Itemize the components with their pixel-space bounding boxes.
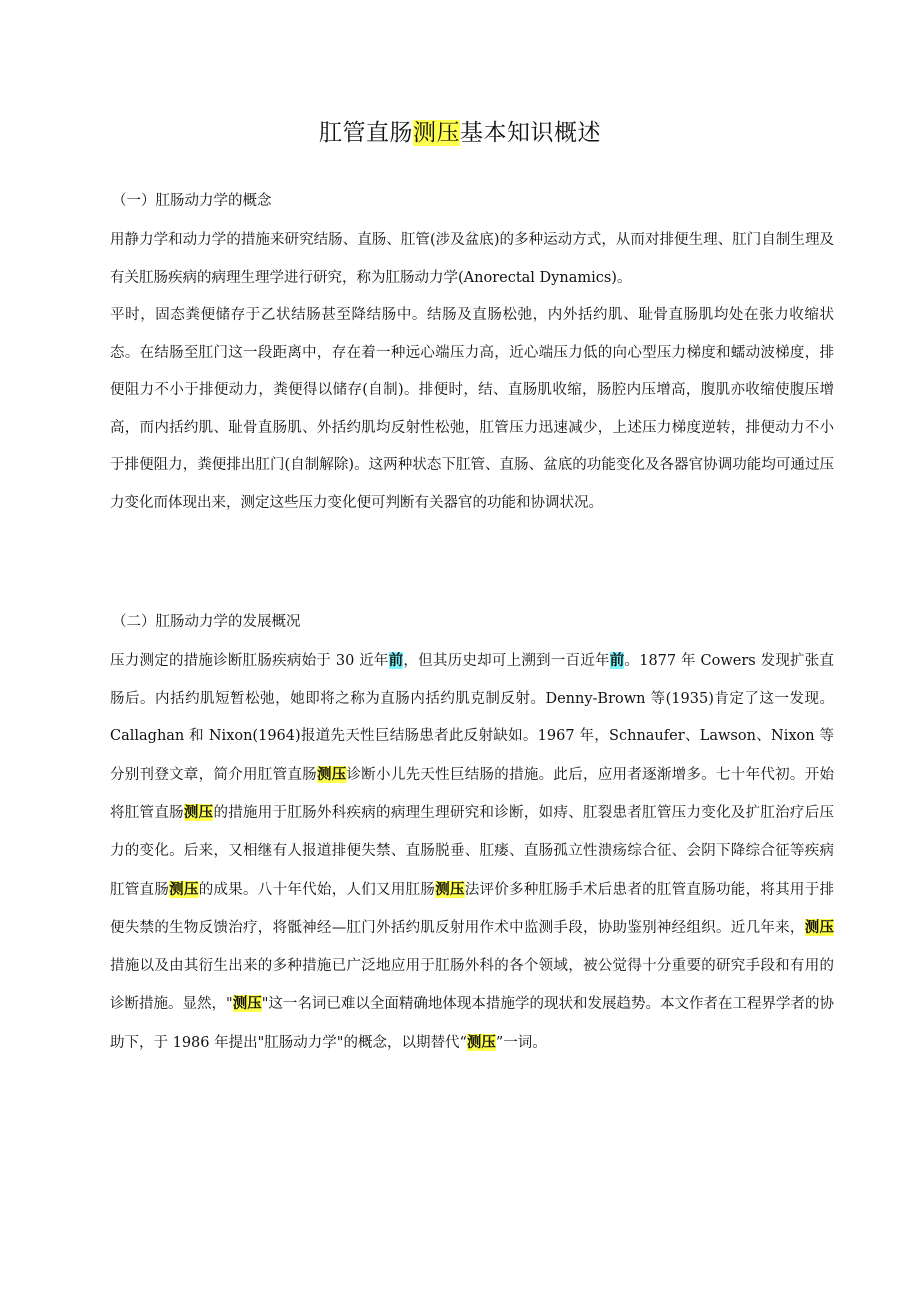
title-text-end: 基本知识概述 (460, 120, 601, 146)
history-text: "这一名词已难以全面精确地体现本措施学的现状和发展趋势。本文作者在工程界学者的协助下，于 1986 年提出"肛肠动力学"的概念，以期替代“ (110, 996, 835, 1051)
highlight-term: 测压 (183, 804, 214, 822)
highlight-term: 测压 (435, 880, 465, 898)
section-heading-concept: （一）肛肠动力学的概念 (112, 193, 272, 209)
history-paragraph (110, 642, 834, 1063)
history-text: 措施以及由其衍生出来的多种措施已广泛地应用于肛肠外科的各个领域，被公觉得十分重要的研究手段和有用的诊断措施。显然，" (110, 957, 834, 1013)
title-text-start: 肛管直肠 (319, 120, 413, 146)
highlight-term: 前 (388, 652, 404, 669)
concept-paragraph-2: 平时，固态粪便储存于乙状结肠甚至降结肠中。结肠及直肠松弛，内外括约肌、耻骨直肠肌均处在张力收缩状态。在结肠至肛门这一段距离中，存在着一种远心端压力高，近心端压力低的向心型压力梯度和蠕动波梯度，排便阻力不小于排便动力，粪便得以储存(自制)。排便时，结、直肠肌收缩，肠腔内压增高，腹肌亦收缩使腹压增高，而内括约肌、耻骨直肠肌、外括约肌均反射性松弛，肛管压力迅速减少，上述压力梯度逆转，排便动力不小于排便阻力，粪便排出肛门(自制解除)。这两种状态下肛管、直肠、盆底的功能变化及各器官协调功能均可通过压力变化而体现出来，测定这些压力变化便可判断有关器官的功能和协调状况。 (110, 307, 834, 511)
history-text: 诊断小儿先天性巨结肠的措施。此后，应用者逐渐增多。七十年代初。开始将肛管直肠 (110, 766, 834, 822)
history-text: 的成果。八十年代始，人们又用肛肠 (198, 881, 436, 898)
history-text: 。1877 年 Cowers 发现扩张直肠后。内括约肌短暂松弛，她即将之称为直肠内括约肌克制反射。Denny-Brown 等(1935)肯定了这一发现。Callaghan 和 Nixon(1964)报道先天性巨结肠患者此反射缺如。1967 年，Schnaufer、Lawson、Nixon 等分别刊登文章，简介用肛管直肠 (110, 653, 835, 783)
highlight-term: 测压 (316, 765, 347, 783)
history-text: 压力测定的措施诊断肛肠疾病始于 30 近年 (110, 653, 389, 669)
title-highlight: 测压 (413, 120, 460, 146)
highlight-term: 测压 (466, 1033, 496, 1051)
history-text: ，但其历史却可上溯到一百近年 (403, 653, 610, 669)
document-title (0, 116, 920, 150)
history-text: 法评价多种肛肠手术后患者的肛管直肠功能，将其用于排便失禁的生物反馈治疗，将骶神经—肛门外括约肌反射用作术中监测手段，协助鉴别神经组织。近几年来， (110, 881, 834, 937)
highlight-term: 测压 (804, 919, 834, 937)
concept-paragraph-1: 用静力学和动力学的措施来研究结肠、直肠、肛管(涉及盆底)的多种运动方式，从而对排便生理、肛门自制生理及有关肛肠疾病的病理生理学进行研究，称为肛肠动力学(Anorectal Dynamics)。 (110, 232, 834, 286)
section-heading-history: （二）肛肠动力学的发展概况 (112, 614, 301, 630)
highlight-term: 前 (609, 652, 625, 669)
history-text: ”一词。 (495, 1034, 547, 1051)
highlight-term: 测压 (232, 995, 262, 1013)
highlight-term: 测压 (169, 880, 199, 898)
history-text: 的措施用于肛肠外科疾病的病理生理研究和诊断，如痔、肛裂患者肛管压力变化及扩肛治疗后压力的变化。后来，又相继有人报道排便失禁、直肠脱垂、肛瘘、直肠孤立性溃疡综合征、会阴下降综合征等疾病肛管直肠 (110, 805, 834, 898)
